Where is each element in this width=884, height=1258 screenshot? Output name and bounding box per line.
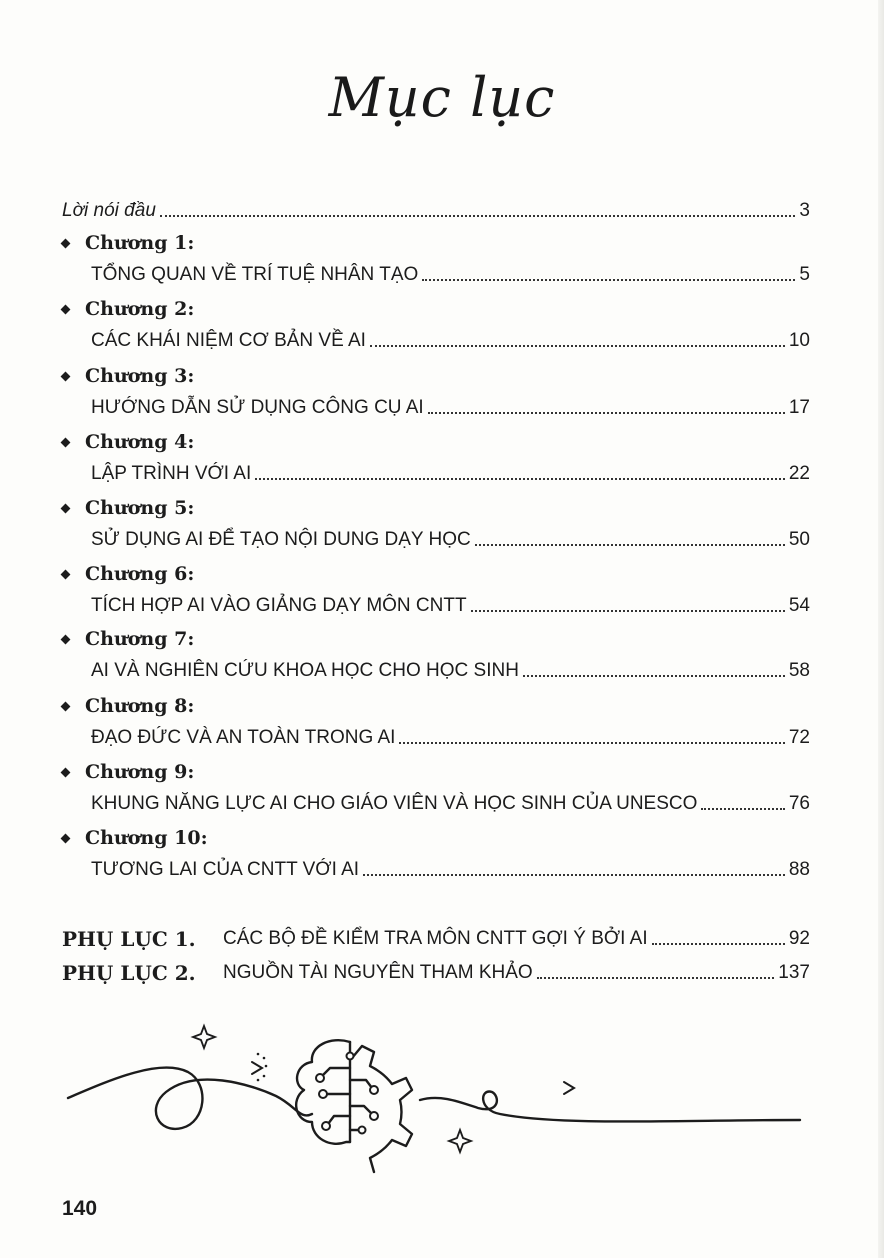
chapter-2-label (62, 296, 194, 322)
diamond-bullet-icon (61, 634, 71, 644)
toc-chapter-2-row[interactable] (91, 324, 810, 352)
chapter-page: 17 (788, 397, 810, 418)
dot-leader (422, 279, 795, 281)
chapter-1-label (62, 230, 194, 256)
swirl-line (68, 1068, 312, 1129)
dot-leader (160, 215, 796, 217)
chapter-4-label (62, 429, 194, 455)
dot-leader (523, 675, 785, 677)
toc-intro-row[interactable] (62, 194, 810, 222)
dot-leader (701, 808, 784, 810)
appendix-page: 137 (778, 962, 810, 983)
toc-chapter-3-row[interactable] (91, 391, 810, 419)
toc-chapter-7-row[interactable] (91, 654, 810, 682)
dot-leader (428, 412, 785, 414)
dot-leader (370, 345, 785, 347)
chapter-page: 54 (788, 595, 810, 616)
chapter-page: 5 (799, 264, 810, 285)
chapter-page: 88 (788, 859, 810, 880)
toc-chapter-8-row[interactable] (91, 721, 810, 749)
dot-leader (652, 943, 785, 945)
chapter-title: HƯỚNG DẪN SỬ DỤNG CÔNG CỤ AI (91, 397, 424, 418)
diamond-bullet-icon (61, 304, 71, 314)
appendix-label: PHỤ LỤC 2. (62, 961, 196, 985)
intro-page: 3 (799, 200, 810, 221)
diamond-bullet-icon (61, 701, 71, 711)
chapter-label-text: Chương 6: (85, 563, 195, 585)
chapter-page: 58 (788, 660, 810, 681)
toc-appendix-2-row[interactable] (62, 956, 810, 984)
sparkle-icon (193, 1026, 215, 1048)
chapter-label-text: Chương 7: (85, 628, 195, 650)
chapter-label-text: Chương 5: (85, 497, 195, 519)
dot-leader (255, 478, 785, 480)
diamond-bullet-icon (61, 371, 71, 381)
chapter-label-text: Chương 3: (85, 365, 195, 387)
chapter-label-text: Chương 10: (85, 827, 208, 849)
appendix-title: NGUỒN TÀI NGUYÊN THAM KHẢO (223, 962, 533, 983)
dot-leader (475, 544, 785, 546)
toc-chapter-4-row[interactable] (91, 457, 810, 485)
appendix-page: 92 (788, 928, 810, 949)
chapter-page: 50 (788, 529, 810, 550)
chapter-5-label (62, 495, 194, 521)
chapter-7-label (62, 626, 194, 652)
chapter-title: SỬ DỤNG AI ĐỂ TẠO NỘI DUNG DẠY HỌC (91, 529, 471, 550)
chapter-title: LẬP TRÌNH VỚI AI (91, 463, 252, 484)
chapter-page: 10 (788, 330, 810, 351)
chapter-title: KHUNG NĂNG LỰC AI CHO GIÁO VIÊN VÀ HỌC SINH CỦA UNESCO (91, 793, 698, 814)
page-number: 140 (62, 1197, 98, 1220)
dot-leader (363, 874, 785, 876)
gear-icon (352, 1046, 412, 1172)
page-title: Mục lục (328, 66, 556, 129)
diamond-bullet-icon (61, 503, 71, 513)
chevron-right-icon (252, 1062, 262, 1074)
appendix-title: CÁC BỘ ĐỀ KIỂM TRA MÔN CNTT GỢI Ý BỞI AI (223, 928, 648, 949)
toc-chapter-9-row[interactable] (91, 787, 810, 815)
chapter-9-label (62, 759, 194, 785)
toc-chapter-6-row[interactable] (91, 589, 810, 617)
toc-chapter-5-row[interactable] (91, 523, 810, 551)
chapter-10-label (62, 825, 208, 851)
chapter-label-text: Chương 8: (85, 695, 195, 717)
toc-appendix-1-row[interactable] (62, 922, 810, 950)
intro-label: Lời nói đầu (62, 200, 156, 221)
chapter-title: TƯƠNG LAI CỦA CNTT VỚI AI (91, 859, 360, 880)
appendix-label: PHỤ LỤC 1. (62, 927, 196, 951)
chapter-title: TỔNG QUAN VỀ TRÍ TUỆ NHÂN TẠO (91, 264, 419, 285)
chapter-page: 22 (788, 463, 810, 484)
chapter-title: CÁC KHÁI NIỆM CƠ BẢN VỀ AI (91, 330, 366, 351)
swirl-line-right (420, 1092, 800, 1122)
chapter-title: ĐẠO ĐỨC VÀ AN TOÀN TRONG AI (91, 727, 396, 748)
sparkle-icon (449, 1130, 471, 1152)
diamond-bullet-icon (61, 437, 71, 447)
chapter-page: 72 (788, 727, 810, 748)
diamond-bullet-icon (61, 833, 71, 843)
chapter-title: TÍCH HỢP AI VÀO GIẢNG DẠY MÔN CNTT (91, 595, 467, 616)
diamond-bullet-icon (61, 767, 71, 777)
chapter-label-text: Chương 9: (85, 761, 195, 783)
brain-gear-decoration (0, 1010, 884, 1180)
diamond-bullet-icon (61, 569, 71, 579)
chapter-page: 76 (788, 793, 810, 814)
chapter-3-label (62, 363, 194, 389)
chapter-6-label (62, 561, 194, 587)
toc-chapter-10-row[interactable] (91, 853, 810, 881)
chevron-right-icon (564, 1082, 574, 1094)
diamond-bullet-icon (61, 238, 71, 248)
chapter-label-text: Chương 1: (85, 232, 195, 254)
toc-chapter-1-row[interactable] (91, 258, 810, 286)
chapter-8-label (62, 693, 194, 719)
chapter-label-text: Chương 2: (85, 298, 195, 320)
chapter-title: AI VÀ NGHIÊN CỨU KHOA HỌC CHO HỌC SINH (91, 660, 519, 681)
dot-leader (537, 977, 775, 979)
dot-leader (471, 610, 785, 612)
chapter-label-text: Chương 4: (85, 431, 195, 453)
dot-leader (399, 742, 784, 744)
